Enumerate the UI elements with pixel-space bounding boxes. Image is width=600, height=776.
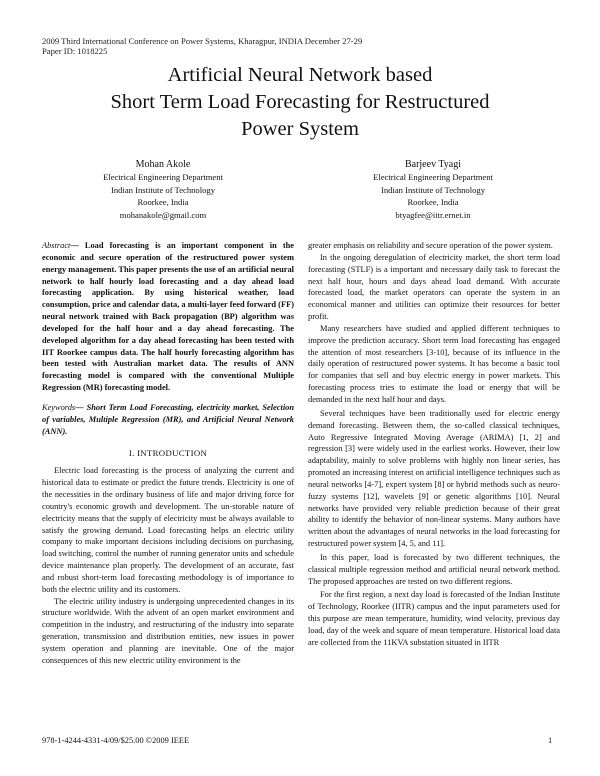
body-paragraph: Electric load forecasting is the process of analyzing the current and historical data to estimate or predict the future trends. Electricity is one of the necessities in the ordinary business of life and major driving force for country's economic growth and development. The un-storable nature of electricity means that the supply of electricity must be always available to satisfy the growing demand. Load forecasting helps an electric utility company to make important decisions including decisions on purchasing, load switching, control the number of running generator units and schedule device maintenance plan properly. The development of an accurate, fast and robust short-term load forecasting methodology is of importance to both the electric utility and its customers. <box>42 466 294 594</box>
author-block-2 <box>318 158 548 221</box>
section-heading-introduction: I. INTRODUCTION <box>128 447 208 458</box>
body-paragraph: Several techniques have been traditionally used for electric energy demand forecasting. Between them, the so-called classical techniques, Auto Regressive Integrated Moving Average (ARIMA) [1, 2] and regression [3] were widely used in the earliest works. However, their low adaptability, mainly to solve problems with highly non linear series, has promoted an increasing interest on artificial intelligence techniques such as neural networks [4-7], expert system [8] or hybrid methods such as neuro-fuzzy systems [12], wavelets [9] or genetic algorithms [10]. Neural networks have provided very reliable prediction because of their great ability to identify the behavior of non-linear systems. Many authors have written about the advantages of neural networks in the load forecasting for restructured power system [4, 5, and 11]. <box>308 408 560 549</box>
keywords-text: — Short Term Load Forecasting, electricity market, Selection of variables, Multiple Regression (MR), and Artificial Neural Network (ANN). <box>42 402 294 436</box>
body-paragraph: Many researchers have studied and applied different techniques to improve the prediction accuracy. Short term load forecasting has engaged the attention of most researchers [3-10], because of its influence in the daily operation of restructured power systems. It has become a basic tool for companies that sell and buy electric energy in power markets. This forecasting process tries to estimate the load or energy that will be demanded in the next half hour and days. <box>308 323 560 404</box>
right-column <box>308 240 560 649</box>
author-email: btyagfee@iitr.ernet.in <box>395 209 471 220</box>
footer-isbn: 978-1-4244-4331-4/09/$25.00 ©2009 IEEE <box>42 736 190 745</box>
body-paragraph: The electric utility industry is undergoing unprecedented changes in its structure worldwide. With the advent of an open market environment and competition in the industry, and restructuring of the industry into separate generation, transmission and distribution entities, new issues in power system operation and planning are inevitable. One of the major consequences of this new electric utility environment is the <box>42 596 294 665</box>
keywords <box>42 402 294 438</box>
author-department: Electrical Engineering Department <box>103 172 223 182</box>
abstract-text: — Load forecasting is an important component in the economic and secure operation of the restructured power system energy management. This paper presents the use of an artificial neural network to half hourly load forecasting and a day ahead load forecasting application. By using historical weather, load consumption, price and calendar data, a multi-layer feed forward (FF) neural network trained with Back propagation (BP) algorithm was developed for the half hour and a day ahead forecasting. The developed algorithm for a day ahead forecasting has been tested with IIT Roorkee campus data. The half hourly forecasting algorithm has been tested with Australian market data. The results of ANN forecasting model is compared with the conventional Multiple Regression (MR) forecasting model. <box>42 241 294 393</box>
author-city: Roorkee, India <box>407 197 459 208</box>
abstract-lead: Abstract <box>42 241 71 250</box>
body-paragraph: In the ongoing deregulation of electricity market, the short term load forecasting (STLF) is a important and necessary daily task to forecast the next half hour, hours and days ahead load demand. With accurate forecasted load, the market operators can operate the system in an economical manner and utilities can optimize their resources for better profit. <box>308 252 560 322</box>
body-paragraph: greater emphasis on reliability and secure operation of the power system. <box>308 241 553 250</box>
title-line-2: Short Term Load Forecasting for Restructured <box>110 91 490 113</box>
author-institution: Indian Institute of Technology <box>380 184 485 195</box>
title-line-1: Artificial Neural Network based <box>167 64 433 86</box>
author-name: Mohan Akole <box>135 159 191 170</box>
title-line-3: Power System <box>241 118 359 140</box>
paper-id: Paper ID: 1018225 <box>42 46 108 56</box>
conference-header: 2009 Third International Conference on Power Systems, Kharagpur, INDIA December 27-29 <box>42 36 363 46</box>
left-column <box>42 240 294 667</box>
author-name: Barjeev Tyagi <box>404 159 462 170</box>
abstract <box>42 240 294 394</box>
page-number: 1 <box>548 736 553 745</box>
author-block-1 <box>48 158 278 221</box>
keywords-lead: Keywords <box>42 402 76 412</box>
author-institution: Indian Institute of Technology <box>110 184 215 195</box>
author-email: mohanakole@gmail.com <box>119 209 207 220</box>
body-paragraph: For the first region, a next day load is forecasted of the Indian Institute of Technology, Roorkee (IITR) campus and the input parameters used for this purpose are mean temperature, humidity, wind velocity, previous day load, day of the week and square of mean temperature. Historical load data are collected from the 11KVA substation situated in IITR <box>308 590 560 647</box>
body-paragraph: In this paper, load is forecasted by two different techniques, the classical multiple regression method and artificial neural network method. The proposed approaches are tested on two different regions. <box>308 552 560 586</box>
author-department: Electrical Engineering Department <box>373 172 493 182</box>
author-city: Roorkee, India <box>137 197 189 208</box>
